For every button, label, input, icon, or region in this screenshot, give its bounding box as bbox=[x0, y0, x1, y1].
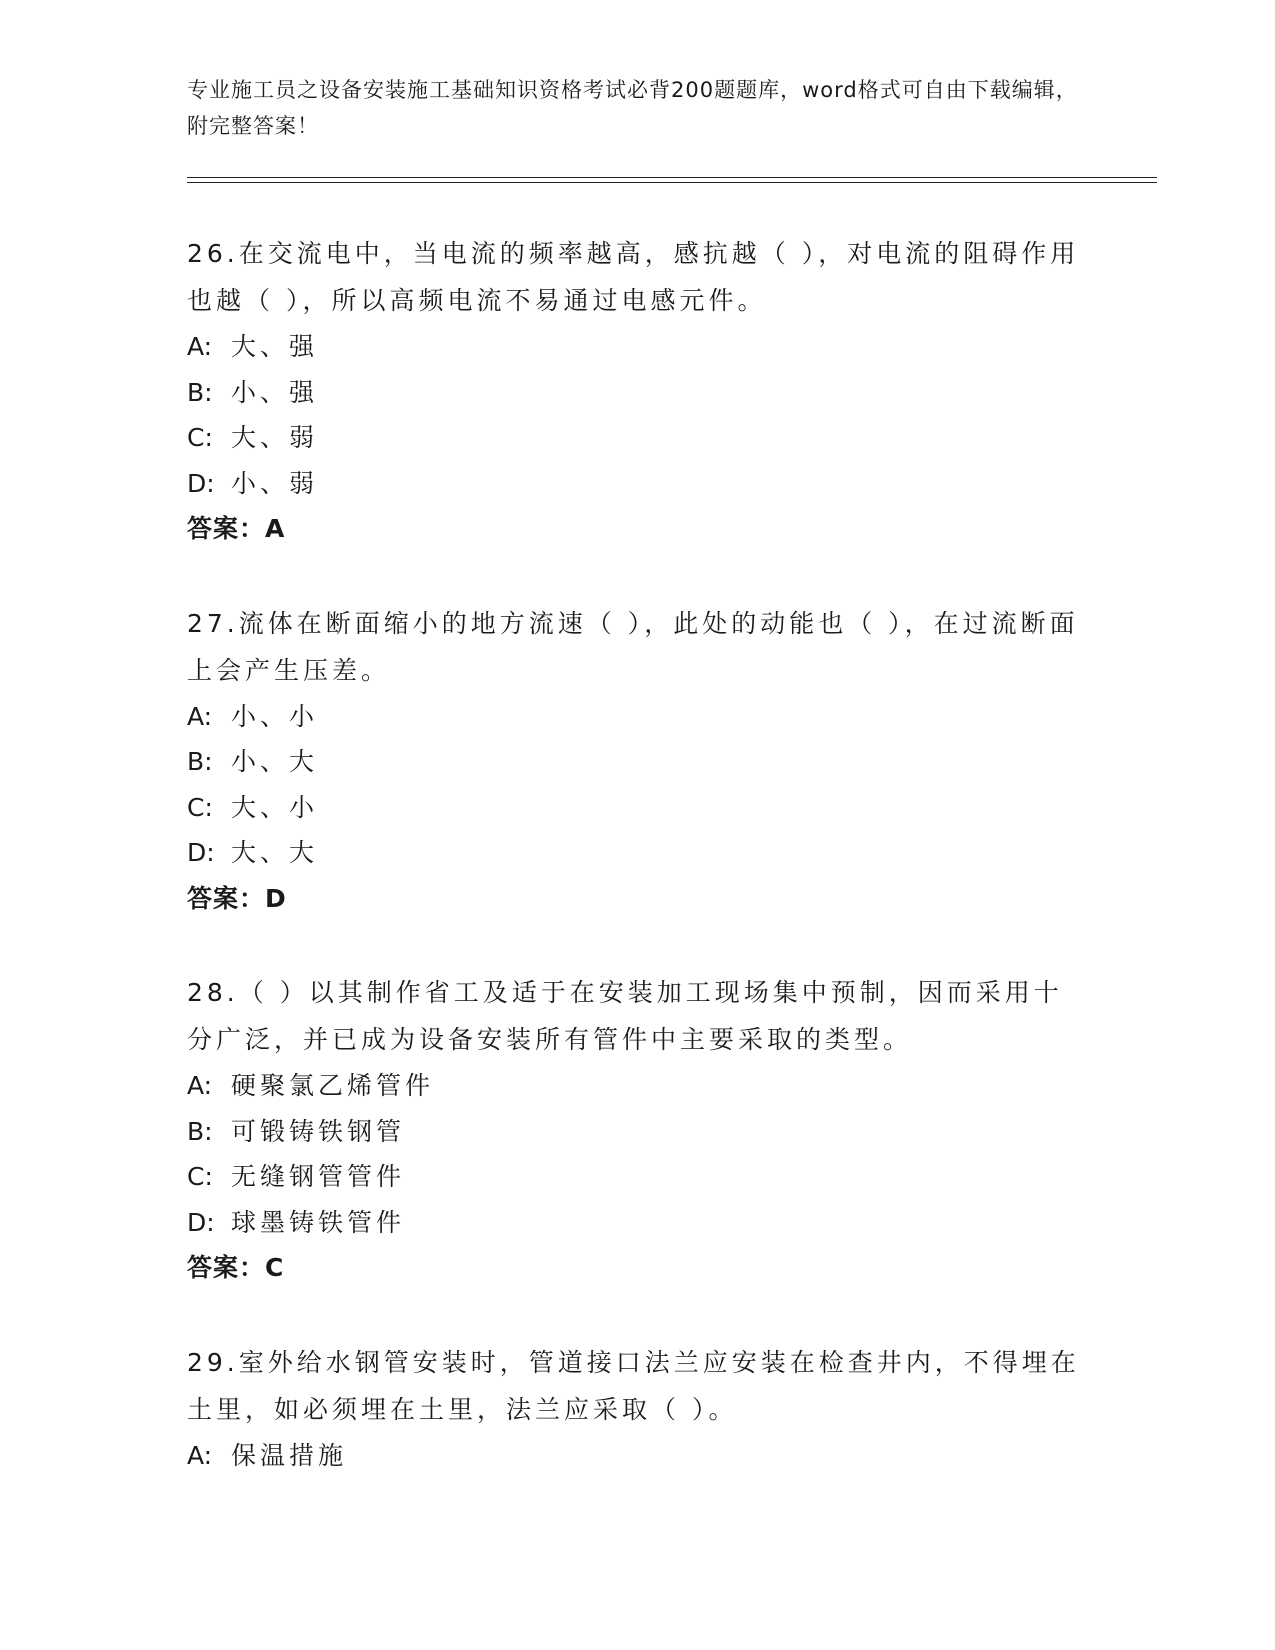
answer-option bbox=[187, 694, 1087, 740]
option-text: 小、小 bbox=[231, 701, 319, 731]
document-header: 专业施工员之设备安装施工基础知识资格考试必背200题题库，word格式可自由下载编辑，附完整答案！ bbox=[187, 78, 1078, 138]
header-divider-top bbox=[187, 177, 1157, 178]
answer-option bbox=[187, 324, 1087, 370]
option-letter: A: bbox=[187, 1440, 213, 1470]
option-letter: C: bbox=[187, 792, 213, 822]
answer-key: 答案：C bbox=[187, 1253, 285, 1282]
answer-option bbox=[187, 739, 1087, 785]
answer-option bbox=[187, 1063, 1087, 1109]
option-text: 无缝钢管管件 bbox=[231, 1162, 406, 1191]
answer-option bbox=[187, 370, 1087, 416]
option-text: 大、强 bbox=[231, 332, 319, 361]
question-text: 26.在交流电中，当电流的频率越高，感抗越（ ），对电流的阻碍作用也越（ ），所以高频电流不易通过电感元件。 bbox=[187, 239, 1080, 315]
option-letter: A: bbox=[187, 1071, 213, 1100]
option-text: 球墨铸铁管件 bbox=[231, 1207, 406, 1237]
option-text: 大、小 bbox=[231, 792, 319, 822]
option-letter: B: bbox=[187, 747, 213, 776]
answer-option bbox=[187, 1109, 1087, 1155]
option-text: 小、弱 bbox=[231, 468, 319, 498]
option-letter: A: bbox=[187, 332, 213, 361]
question-text: 29.室外给水钢管安装时，管道接口法兰应安装在检查井内，不得埋在土里，如必须埋在土里，法兰应采取（ ）。 bbox=[187, 1347, 1080, 1424]
option-letter: B: bbox=[187, 1116, 213, 1146]
option-text: 小、大 bbox=[231, 747, 319, 776]
option-letter: A: bbox=[187, 701, 213, 731]
option-letter: D: bbox=[187, 838, 215, 867]
question-text: 28.（ ）以其制作省工及适于在安装加工现场集中预制，因而采用十分广泛，并已成为设备安装所有管件中主要采取的类型。 bbox=[187, 978, 1063, 1054]
option-text: 小、强 bbox=[231, 377, 319, 407]
option-text: 大、弱 bbox=[231, 423, 319, 452]
question-block bbox=[187, 600, 1087, 922]
answer-option bbox=[187, 830, 1087, 876]
option-letter: C: bbox=[187, 423, 213, 452]
question-block bbox=[187, 230, 1087, 552]
answer-option bbox=[187, 461, 1087, 507]
answer-option bbox=[187, 1154, 1087, 1200]
question-list bbox=[187, 230, 1087, 1526]
question-block bbox=[187, 969, 1087, 1291]
answer-key: 答案：D bbox=[187, 883, 287, 913]
answer-option bbox=[187, 1200, 1087, 1246]
answer-option bbox=[187, 415, 1087, 461]
option-letter: B: bbox=[187, 377, 213, 407]
answer-option bbox=[187, 1433, 1087, 1479]
option-letter: D: bbox=[187, 468, 215, 498]
answer-option bbox=[187, 785, 1087, 831]
question-block bbox=[187, 1339, 1087, 1479]
option-text: 保温措施 bbox=[231, 1440, 348, 1470]
option-text: 可锻铸铁钢管 bbox=[231, 1116, 406, 1146]
answer-key: 答案：A bbox=[187, 514, 286, 543]
question-text: 27.流体在断面缩小的地方流速（ ），此处的动能也（ ），在过流断面上会产生压差。 bbox=[187, 608, 1079, 685]
option-text: 大、大 bbox=[231, 838, 319, 867]
option-text: 硬聚氯乙烯管件 bbox=[231, 1071, 435, 1100]
header-divider-bottom bbox=[187, 182, 1157, 183]
option-letter: C: bbox=[187, 1162, 213, 1191]
option-letter: D: bbox=[187, 1207, 215, 1237]
